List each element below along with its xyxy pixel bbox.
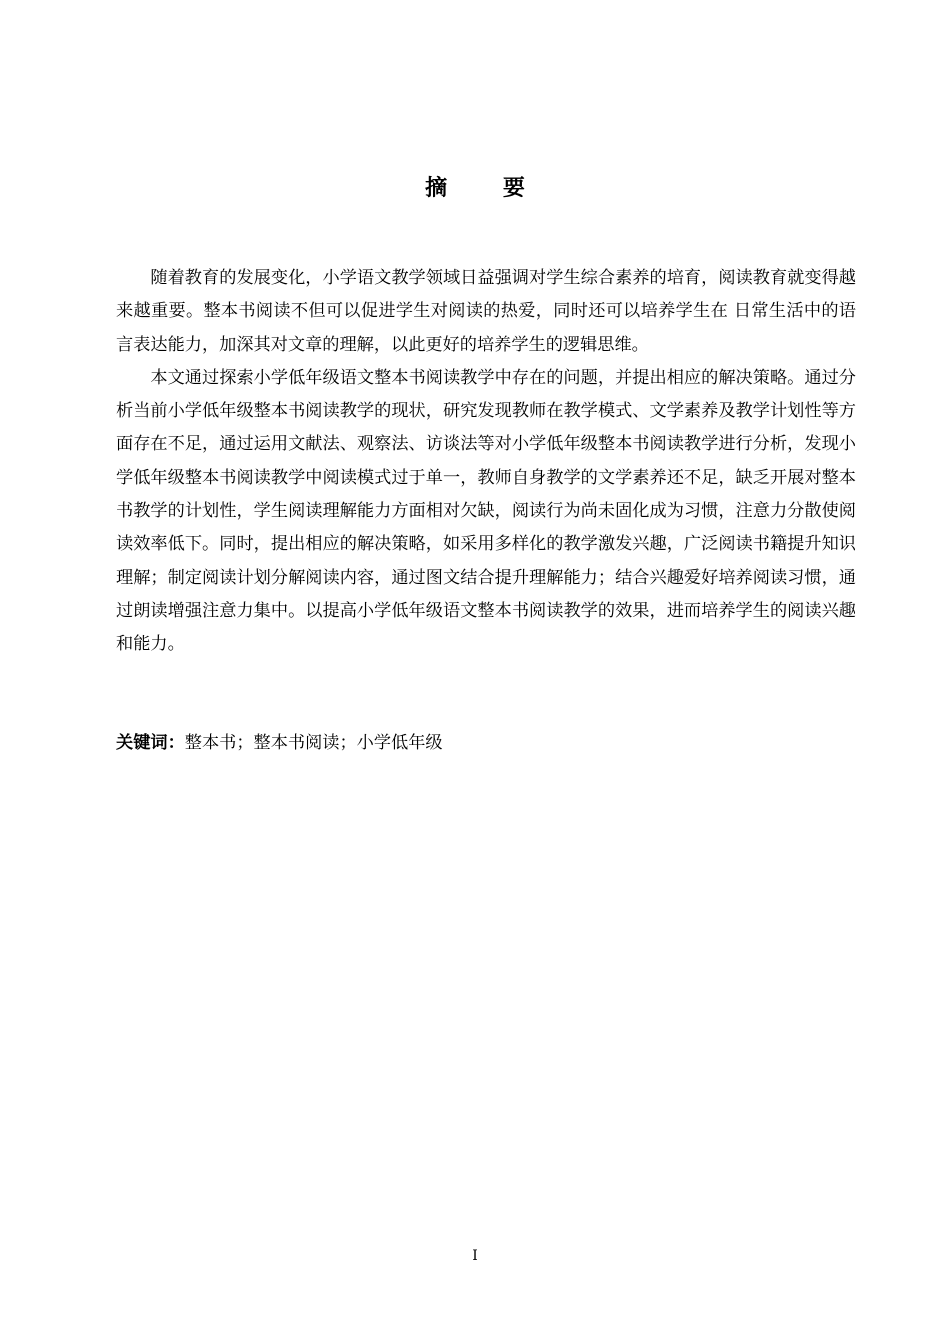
keywords-label: 关键词：: [116, 733, 185, 753]
abstract-body: [116, 262, 856, 662]
page-number: I: [472, 1248, 478, 1264]
abstract-paragraph: 随着教育的发展变化，小学语文教学领域日益强调对学生综合素养的培育，阅读教育就变得越来越重要。整本书阅读不但可以促进学生对阅读的热爱，同时还可以培养学生在 日常生活中的语言表达能力，加深其对文章的理解，以此更好的培养学生的逻辑思维。: [116, 268, 856, 355]
keywords-value: 整本书；整本书阅读；小学低年级: [184, 733, 443, 753]
abstract-paragraph: 本文通过探索小学低年级语文整本书阅读教学中存在的问题，并提出相应的解决策略。通过分析当前小学低年级整本书阅读教学的现状，研究发现教师在教学模式、文学素养及教学计划性等方面存在不足，通过运用文献法、观察法、访谈法等对小学低年级整本书阅读教学进行分析，发现小学低年级整本书阅读教学中阅读模式过于单一，教师自身教学的文学素养还不足，缺乏开展对整本书教学的计划性，学生阅读理解能力方面相对欠缺，阅读行为尚未固化成为习惯，注意力分散使阅读效率低下。同时，提出相应的解决策略，如采用多样化的教学激发兴趣，广泛阅读书籍提升知识理解；制定阅读计划分解阅读内容，通过图文结合提升理解能力；结合兴趣爱好培养阅读习惯，通过朗读增强注意力集中。以提高小学低年级语文整本书阅读教学的效果，进而培养学生的阅读兴趣和能力。: [116, 367, 856, 655]
keywords-line: [116, 728, 856, 758]
page-title: 摘 要: [425, 176, 549, 201]
